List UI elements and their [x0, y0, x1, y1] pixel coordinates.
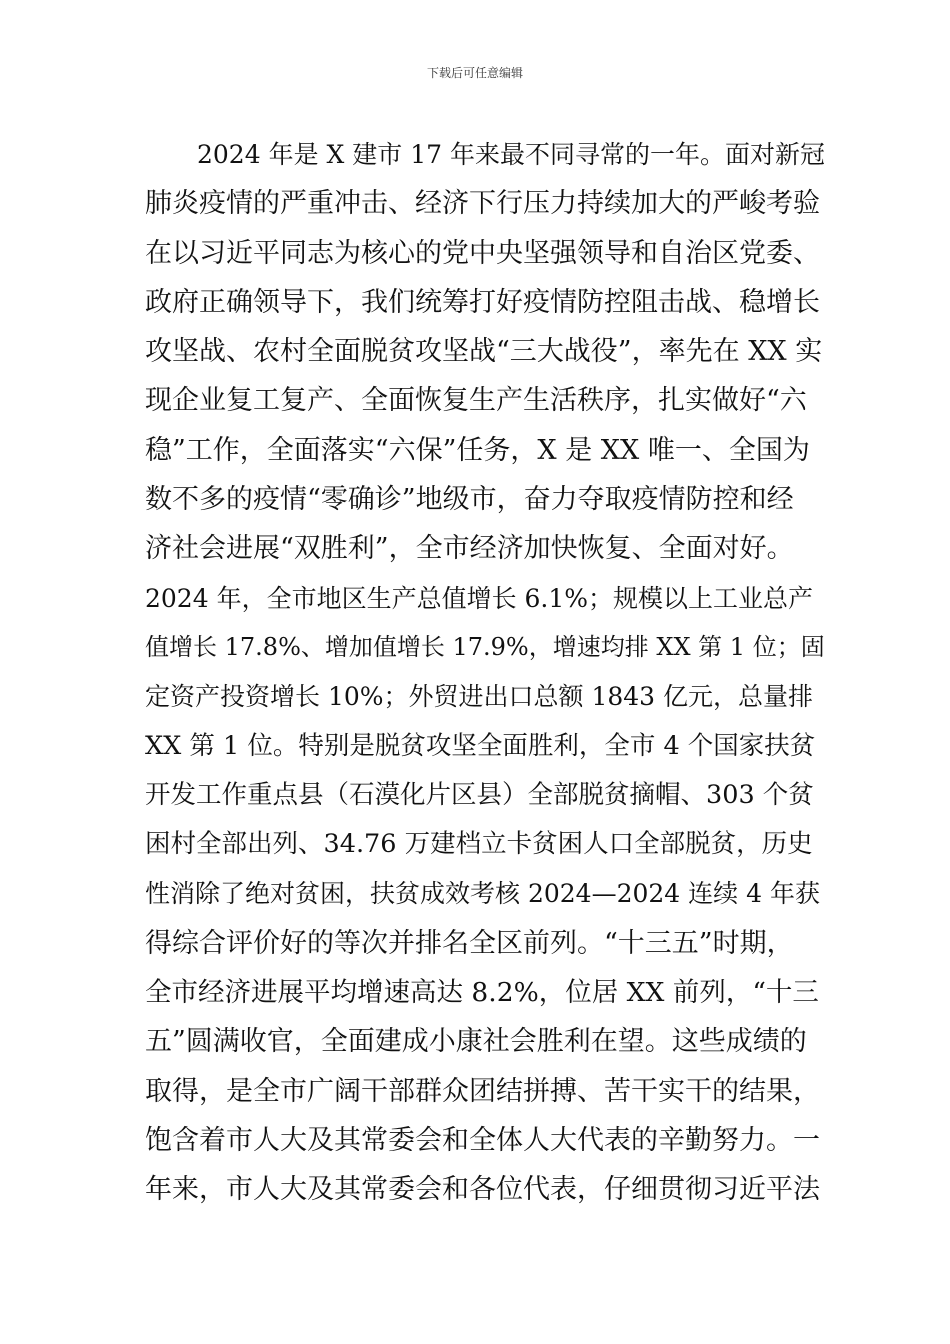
paragraph-line: 2024 年，全市地区生产总值增长 6.1%；规模以上工业总产 [145, 583, 814, 613]
paragraph-line: 2024 年是 X 建市 17 年来最不同寻常的一年。面对新冠 [197, 140, 825, 169]
paragraph-line: 性消除了绝对贫困，扶贫成效考核 2024—2024 连续 4 年获 [145, 879, 820, 909]
paragraph-line: 年来，市人大及其常委会和各位代表，仔细贯彻习近平法 [145, 1174, 820, 1206]
paragraph-line: 值增长 17.8%、增加值增长 17.9%，增速均排 XX 第 1 位；固 [145, 632, 825, 661]
paragraph-line: 现企业复工复产、全面恢复生产生活秩序，扎实做好“六 [145, 385, 807, 417]
paragraph-line: 稳”工作，全面落实“六保”任务，X 是 XX 唯一、全国为 [145, 434, 810, 466]
paragraph-line: 在以习近平同志为核心的党中央坚强领导和自治区党委、 [145, 237, 820, 269]
paragraph-line: 济社会进展“双胜利”，全市经济加快恢复、全面对好。 [145, 533, 794, 565]
paragraph-line: 数不多的疫情“零确诊”地级市，奋力夺取疫情防控和经 [145, 484, 794, 516]
paragraph-line: 五”圆满收官，全面建成小康社会胜利在望。这些成绩的 [145, 1026, 807, 1058]
paragraph-line: 开发工作重点县（石漠化片区县）全部脱贫摘帽、303 个贫 [145, 779, 814, 810]
paragraph-line: 肺炎疫情的严重冲击、经济下行压力持续加大的严峻考验 [145, 188, 820, 220]
paragraph-line: 政府正确领导下，我们统筹打好疫情防控阻击战、稳增长 [145, 286, 820, 318]
paragraph-line: 得综合评价好的等次并排名全区前列。“十三五”时期， [145, 927, 794, 959]
document-body [145, 130, 825, 1215]
page-header-note: 下载后可任意编辑 [426, 66, 523, 80]
paragraph-line: 困村全部出列、34.76 万建档立卡贫困人口全部脱贫，历史 [145, 829, 813, 860]
paragraph-line: 饱含着市人大及其常委会和全体人大代表的辛勤努力。一 [145, 1124, 820, 1156]
paragraph-line: 全市经济进展平均增速高达 8.2%，位居 XX 前列，“十三 [145, 977, 819, 1009]
paragraph-line: 取得，是全市广阔干部群众团结拼搏、苦干实干的结果， [145, 1075, 820, 1107]
paragraph-line: 定资产投资增长 10%；外贸进出口总额 1843 亿元，总量排 [145, 682, 814, 712]
paragraph-line: 攻坚战、农村全面脱贫攻坚战“三大战役”，率先在 XX 实 [145, 336, 823, 368]
paragraph-line: XX 第 1 位。特别是脱贫攻坚全面胜利，全市 4 个国家扶贫 [145, 730, 816, 761]
